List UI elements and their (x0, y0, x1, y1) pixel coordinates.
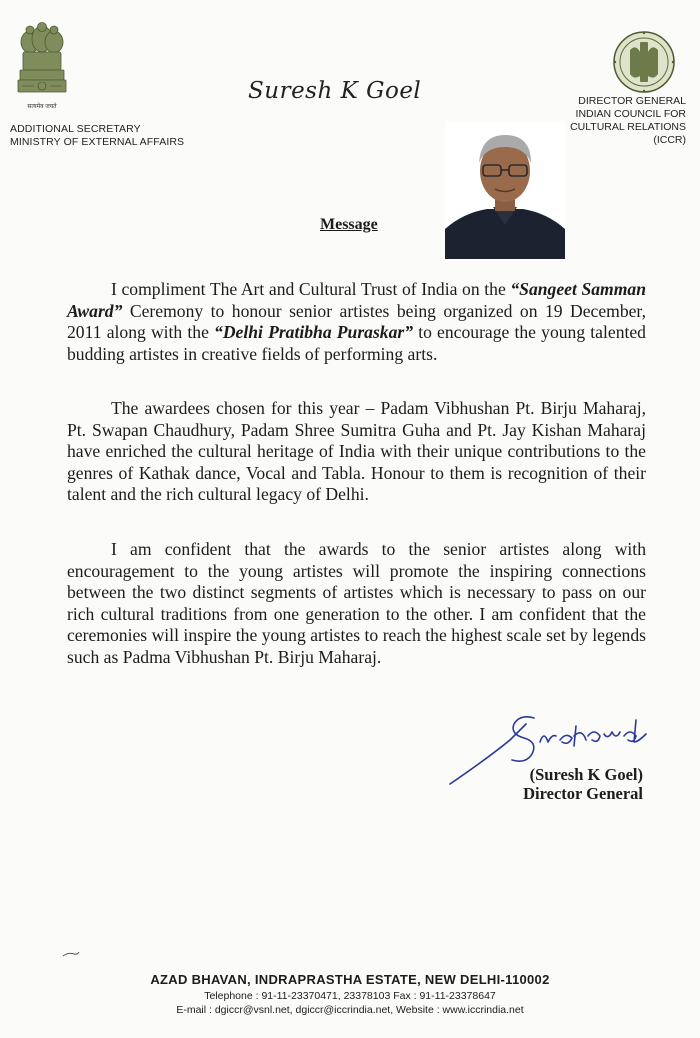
footer-address: AZAD BHAVAN, INDRAPRASTHA ESTATE, NEW DELHI-110002 (150, 972, 550, 987)
right-title-line: CULTURAL RELATIONS (570, 121, 686, 133)
emblem-caption: सत्यमेव जयते (27, 104, 57, 110)
award-name-delhi-pratibha: “Delhi Pratibha Puraskar” (214, 322, 414, 342)
ink-smudge (62, 950, 80, 958)
p1-text: Ceremony to honour senior artistes being organized on 19 December, 2011 along with the (67, 300, 646, 342)
award-name-sangeet-samman: “Sangeet Samman Award” (67, 279, 646, 321)
right-title-line: DIRECTOR GENERAL (578, 95, 686, 107)
message-heading: Message (320, 216, 378, 233)
footer-phone: Telephone : 91-11-23370471, 23378103 Fax : 91-11-23378647 (204, 990, 496, 1002)
iccr-logo-icon (612, 30, 676, 94)
p1-text: I compliment The Art and Cultural Trust of India on the (111, 279, 511, 299)
message-paragraph-2: The awardees chosen for this year – Padam Vibhushan Pt. Birju Maharaj, Pt. Swapan Chaudhury, Padam Shree Sumitra Guha and Pt. Jay Kishan Maharaj have enriched the cultural heritage of India with their unique contributions to the genres of Kathak dance, Vocal and Tabla. Honour to them is recognition of their talent and the rich cultural legacy of Delhi. (67, 398, 646, 504)
right-designation (556, 95, 686, 147)
left-title-line: MINISTRY OF EXTERNAL AFFAIRS (10, 136, 185, 148)
left-designation (10, 123, 184, 149)
message-paragraph-1 (67, 279, 646, 365)
signatory-title: Director General (523, 784, 643, 803)
right-title-line: (ICCR) (653, 134, 686, 146)
left-title-line: ADDITIONAL SECRETARY (10, 123, 141, 135)
signatory-name: (Suresh K Goel) (529, 765, 643, 784)
p1-text: to encourage the young talented budding artistes in creative fields of performing arts. (67, 322, 646, 364)
message-paragraph-3: I am confident that the awards to the senior artistes along with encouragement to the young artistes will promote the inspiring connections between the two distinct segments of artistes which is necessary to pass on our rich cultural traditions from one generation to the other. I am confident that the ceremonies will inspire the young artistes to reach the highest scale set by legends such as Padma Vibhushan Pt. Birju Maharaj. (67, 539, 646, 667)
letterhead-name: Suresh K Goel (248, 78, 422, 104)
right-title-line: INDIAN COUNCIL FOR (575, 108, 686, 120)
portrait-photo (445, 121, 565, 259)
national-emblem-icon (14, 22, 70, 108)
footer-email: E-mail : dgiccr@vsnl.net, dgiccr@iccrindia.net, Website : www.iccrindia.net (176, 1004, 524, 1016)
